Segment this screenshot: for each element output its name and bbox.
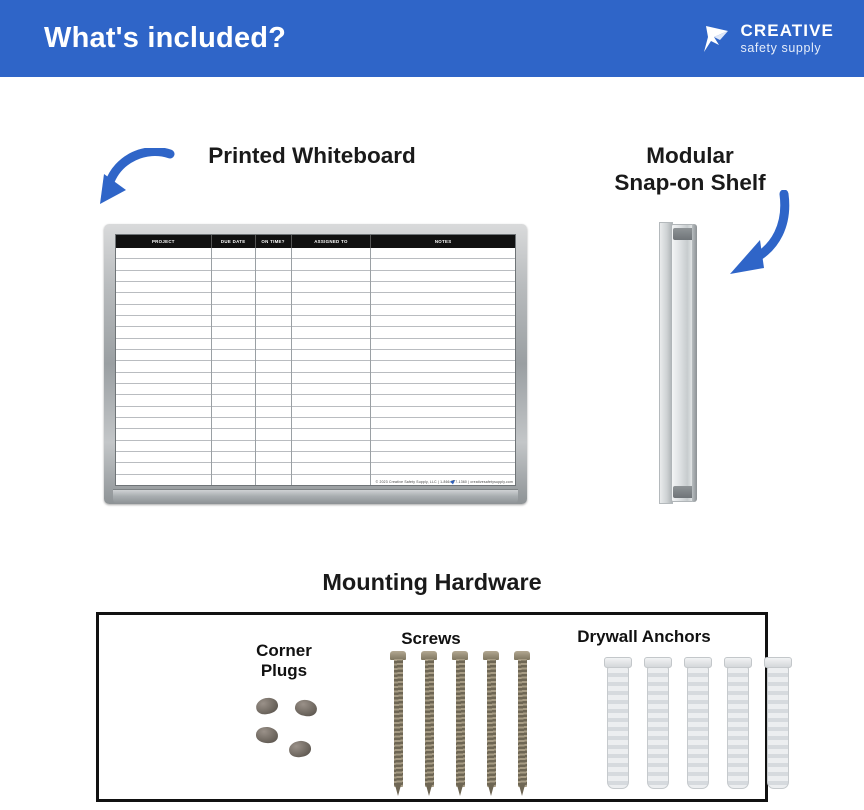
shelf-side-edge: [692, 224, 697, 502]
page-title: What's included?: [44, 22, 287, 54]
whiteboard-row: [116, 429, 515, 440]
screw: [514, 651, 530, 796]
brand-tagline: safety supply: [740, 41, 822, 56]
shelf-label-line2: Snap-on Shelf: [614, 169, 766, 195]
whiteboard-table-body: [116, 248, 515, 485]
whiteboard-row: [116, 361, 515, 372]
corner-plug: [288, 740, 312, 759]
screw: [390, 651, 406, 796]
whiteboard-row: [116, 418, 515, 429]
column-header-assigned-to: ASSIGNED TO: [292, 235, 372, 248]
screws-label: Screws: [401, 629, 461, 648]
column-header-project: PROJECT: [116, 235, 212, 248]
brand-name: CREATIVE: [740, 21, 834, 41]
whiteboard-surface: [115, 234, 516, 486]
drywall-anchor: [644, 657, 672, 797]
column-header-on-time: ON TIME?: [256, 235, 292, 248]
whiteboard-row: [116, 327, 515, 338]
whiteboard-row: [116, 248, 515, 259]
creative-safety-supply-logo-icon: [702, 23, 732, 55]
mounting-hardware-box: [96, 612, 768, 802]
printed-whiteboard: [104, 224, 527, 504]
drywall-anchor: [604, 657, 632, 797]
modular-snap-on-shelf: [659, 222, 701, 504]
whiteboard-row: [116, 463, 515, 474]
whiteboard-row: [116, 441, 515, 452]
curved-arrow-icon-shelf: [718, 190, 790, 291]
page-header: [0, 0, 864, 77]
whiteboard-row: [116, 452, 515, 463]
drywall-anchor: [684, 657, 712, 797]
screw: [421, 651, 437, 796]
corner-plug: [294, 698, 318, 718]
corner-plugs-label-line1: Corner: [256, 641, 312, 660]
whiteboard-bottom-frame: [113, 489, 518, 504]
whiteboard-row: [116, 293, 515, 304]
whiteboard-row: [116, 271, 515, 282]
screw: [483, 651, 499, 796]
mounting-hardware-label: Mounting Hardware: [322, 569, 542, 595]
corner-plug: [255, 696, 280, 716]
brand-logo: [702, 22, 835, 55]
whiteboard-row: [116, 282, 515, 293]
shelf-label-line1: Modular: [646, 143, 734, 168]
whiteboard-row: [116, 339, 515, 350]
corner-plug: [255, 726, 279, 744]
whiteboard-row: [116, 407, 515, 418]
corner-plugs-label: [223, 641, 345, 680]
drywall-anchor: [764, 657, 792, 797]
screw: [452, 651, 468, 796]
whiteboard-row: [116, 305, 515, 316]
whiteboard-rows: [116, 248, 515, 485]
drywall-anchors-label: Drywall Anchors: [577, 627, 711, 646]
whiteboard-row: [116, 373, 515, 384]
curved-arrow-icon-whiteboard: [98, 148, 178, 215]
whiteboard-row: [116, 316, 515, 327]
whiteboard-row: [116, 395, 515, 406]
column-header-notes: NOTES: [434, 239, 452, 244]
column-header-due-date: DUE DATE: [212, 235, 256, 248]
whiteboard-row: [116, 384, 515, 395]
corner-plugs-label-line2: Plugs: [260, 660, 308, 680]
whiteboard-row: [116, 350, 515, 361]
whiteboard-footnote: © 2023 Creative Safety Supply, LLC | 1-866-777-1360 | creativesafetysupply.com: [375, 480, 513, 484]
whiteboard-table-header: [116, 235, 515, 248]
whiteboard-label: Printed Whiteboard: [208, 143, 416, 168]
drywall-anchor: [724, 657, 752, 797]
whiteboard-row: [116, 259, 515, 270]
shelf-label: [574, 143, 806, 196]
